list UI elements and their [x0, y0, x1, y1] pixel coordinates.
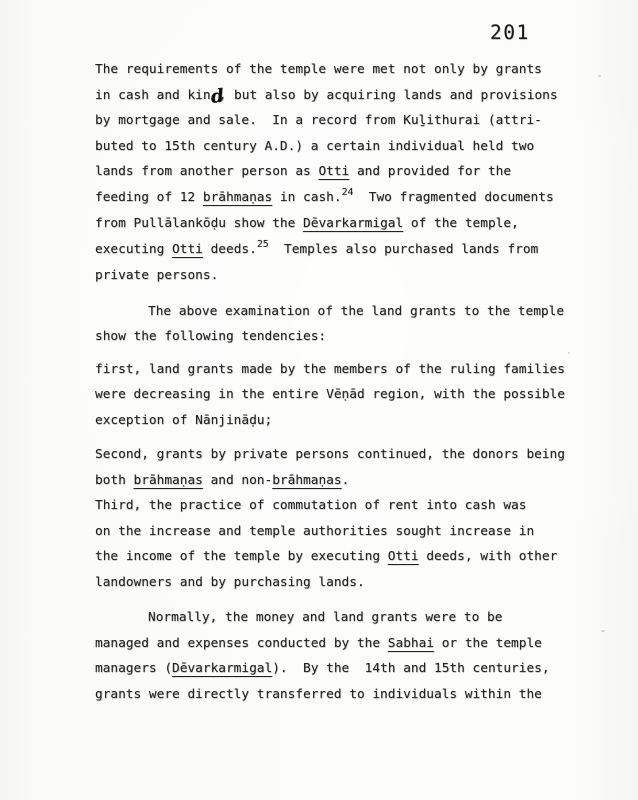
paragraph	[95, 299, 600, 350]
text-segment: buted to 15th century A.D.) a certain individual held two	[95, 138, 535, 154]
text-segment: from Pullālankōḍu show the	[95, 216, 304, 231]
text-segment: and provided for the	[349, 164, 512, 179]
text-line	[95, 442, 600, 468]
scan-speck	[598, 75, 601, 77]
text-line	[95, 382, 600, 408]
text-segment: Second, grants by private persons continued, the donors being	[95, 447, 565, 462]
text-segment: feeding of 12	[95, 189, 203, 205]
underlined-term: Dēvarkarmigal	[172, 661, 273, 676]
page-number: 201	[490, 21, 530, 44]
text-line	[95, 631, 600, 657]
text-line	[95, 108, 600, 134]
text-line	[95, 519, 600, 545]
text-line	[95, 408, 600, 434]
underlined-term: Otti	[387, 549, 419, 564]
paragraph	[95, 605, 600, 707]
text-line	[95, 185, 600, 212]
text-segment: show the following tendencies:	[95, 329, 327, 344]
text-segment: deeds, with other	[418, 549, 558, 564]
underlined-term: Otti	[318, 164, 350, 179]
text-segment: The above examination of the land grants to the temple	[148, 303, 565, 319]
text-segment: lands from another person as	[95, 164, 319, 179]
text-segment: first, land grants made by the members of the ruling families	[95, 361, 565, 377]
text-line	[95, 237, 600, 264]
text-segment: grants were directly transferred to individuals within the	[95, 686, 542, 702]
text-segment: executing	[95, 241, 173, 257]
text-segment: the income of the temple by executing	[95, 549, 388, 564]
paragraph	[95, 442, 600, 493]
text-segment: Third, the practice of commutation of rent into cash was	[95, 498, 527, 513]
underlined-term: Sabhai	[387, 635, 435, 651]
text-line	[95, 134, 600, 160]
text-segment: were decreasing in the entire Vēṇād region, with the possible	[95, 387, 565, 402]
text-segment: managed and expenses conducted by the	[95, 635, 388, 651]
text-line	[95, 263, 600, 289]
text-line	[95, 211, 600, 237]
scan-speck	[568, 352, 570, 354]
paragraph	[95, 493, 600, 595]
text-line	[95, 299, 600, 325]
text-segment: managers (	[95, 661, 173, 676]
text-block	[95, 57, 600, 707]
underlined-term: Dēvarkarmigal	[303, 216, 404, 231]
text-segment: private persons.	[95, 268, 219, 283]
text-segment: .	[341, 472, 350, 488]
footnote-ref: 24	[341, 186, 354, 198]
handwritten-correction: d	[209, 85, 225, 108]
underlined-term: brāhmaṇas	[202, 189, 273, 205]
text-segment: Two fragmented documents	[353, 189, 554, 205]
text-segment: deeds.	[202, 241, 257, 257]
text-segment: landowners and by purchasing lands.	[95, 574, 365, 590]
text-segment: Temples also purchased lands from	[268, 241, 539, 257]
text-line	[95, 605, 600, 631]
text-segment: on the increase and temple authorities sought increase in	[95, 523, 535, 539]
text-line	[95, 57, 600, 83]
text-segment: in cash.	[272, 189, 342, 205]
paragraph	[95, 357, 600, 434]
text-line	[95, 324, 600, 350]
footnote-ref: 25	[256, 238, 269, 250]
text-line	[95, 83, 600, 109]
text-segment: The requirements of the temple were met not only by grants	[95, 62, 542, 77]
text-segment: by mortgage and sale. In a record from Kuḻithurai (attri-	[95, 113, 542, 128]
text-segment: , but also by acquiring lands and provisions	[218, 87, 558, 103]
text-line	[95, 544, 600, 570]
text-segment: of the temple,	[403, 216, 519, 231]
scan-speck	[601, 630, 605, 632]
text-line	[95, 656, 600, 682]
text-segment: Normally, the money and land grants were to be	[148, 610, 503, 625]
text-segment: ). By the 14th and 15th centuries,	[272, 661, 550, 676]
underlined-term: brāhmaṇas	[133, 472, 203, 488]
underlined-term: brāhmaṇas	[272, 472, 342, 488]
text-line	[95, 493, 600, 519]
text-segment: and non-	[202, 472, 273, 488]
text-line	[95, 682, 600, 708]
text-segment: in cash and kin	[95, 87, 211, 103]
text-line	[95, 357, 600, 383]
text-segment: exception of Nānjināḍu;	[95, 412, 273, 428]
paragraph	[95, 57, 600, 289]
text-line	[95, 570, 600, 596]
text-segment: or the temple	[434, 635, 542, 651]
underlined-term: Otti	[172, 241, 203, 257]
text-line	[95, 468, 600, 494]
text-segment: both	[95, 472, 134, 488]
